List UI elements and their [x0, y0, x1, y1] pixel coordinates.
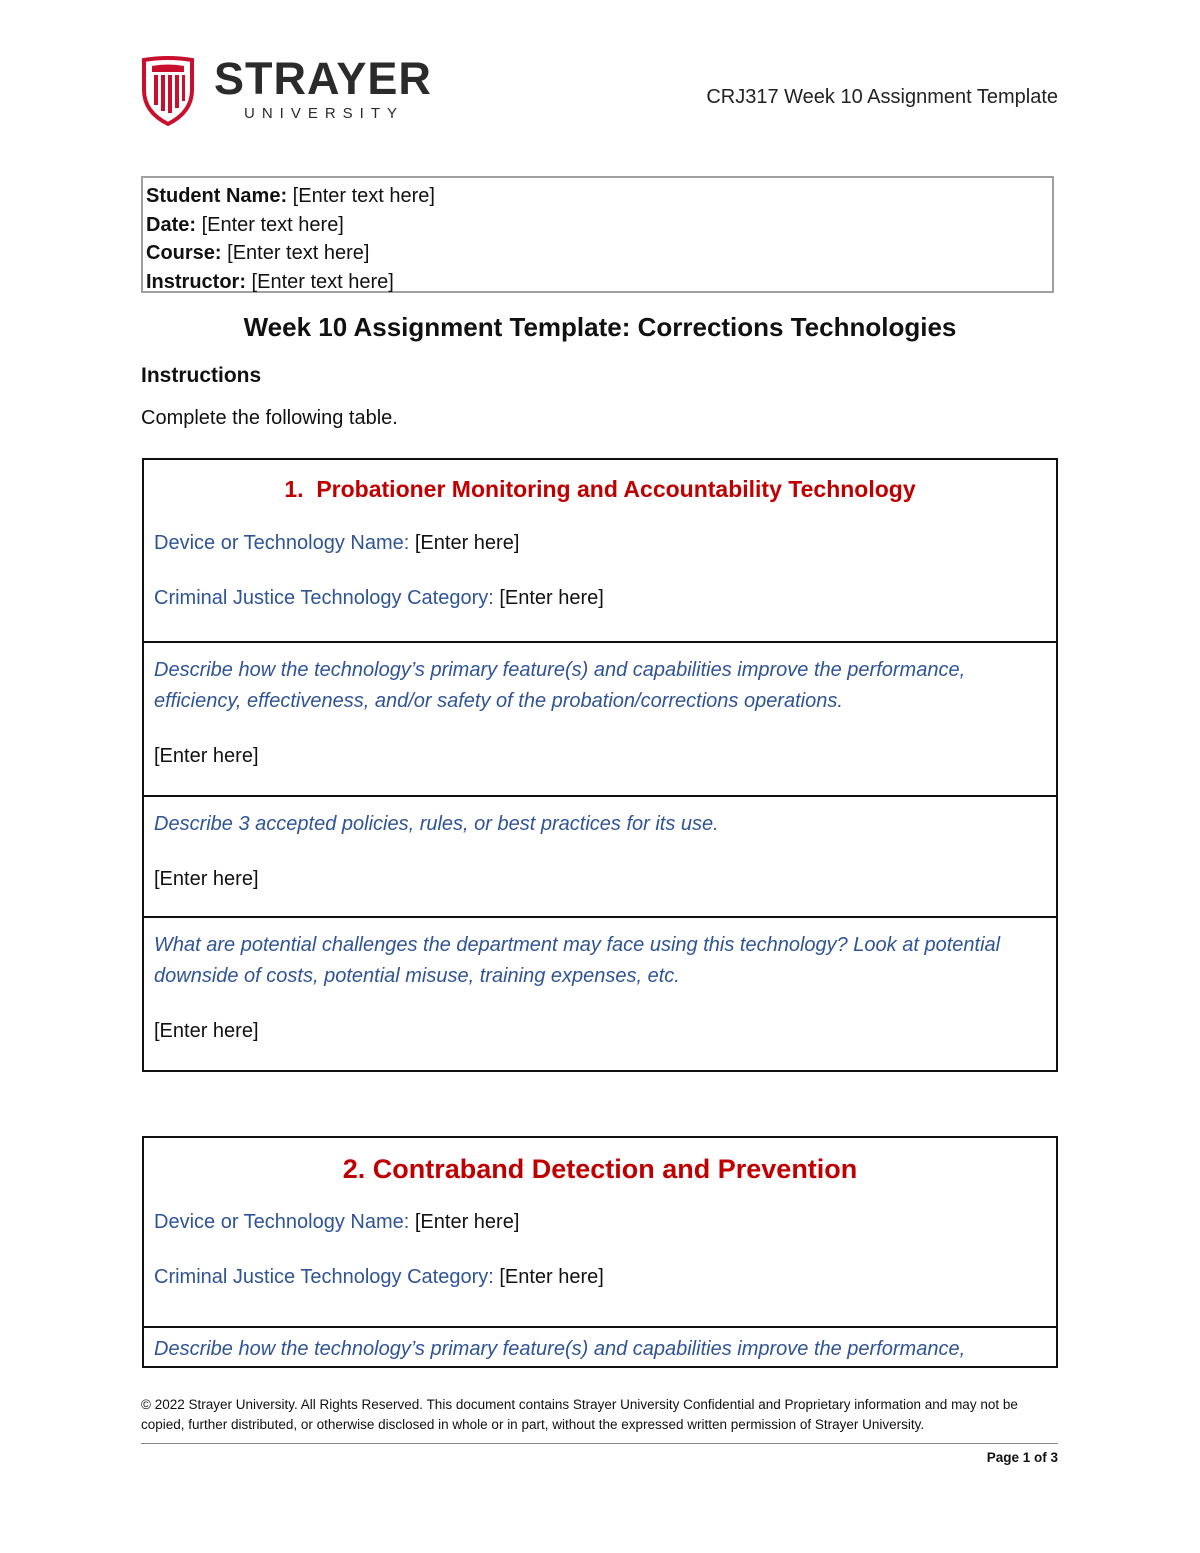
- section1-challenges-cell: [144, 918, 1056, 1070]
- section1-features-answer[interactable]: [Enter here]: [154, 745, 259, 767]
- student-name-label: Student Name:: [146, 185, 288, 207]
- section1-number: 1.: [284, 476, 304, 502]
- section2-number: 2.: [342, 1154, 366, 1184]
- section1-header-cell: [144, 460, 1056, 643]
- section2-header-cell: [144, 1138, 1056, 1328]
- logo-wordmark: STRAYER: [214, 53, 432, 104]
- section1-challenges-question: What are potential challenges the department may face using this technology? Look at potential downside of costs, potential misuse, training expenses, etc.: [154, 934, 1001, 987]
- section2-title: [154, 1154, 1046, 1185]
- section2-table: [142, 1136, 1058, 1368]
- document-header-label: CRJ317 Week 10 Assignment Template: [706, 86, 1058, 108]
- date-label: Date:: [146, 213, 197, 236]
- section2-category-label: Criminal Justice Technology Category:: [154, 1266, 494, 1288]
- section1-policies-answer[interactable]: [Enter here]: [154, 868, 259, 890]
- section2-device-row: [154, 1207, 1046, 1238]
- course-label: Course:: [146, 242, 222, 264]
- section2-features-cell: [144, 1328, 1056, 1365]
- section1-device-field[interactable]: [Enter here]: [409, 532, 520, 554]
- copyright-notice: © 2022 Strayer University. All Rights Reserved. This document contains Strayer University Confidential and Proprietary information and may not be copied, further distributed, or otherwise disclosed in whole or in part, without the expressed written permission of Strayer University.: [141, 1397, 1018, 1432]
- section2-features-question: Describe how the technology’s primary feature(s) and capabilities improve the performance,: [154, 1338, 966, 1360]
- section1-category-label: Criminal Justice Technology Category:: [154, 587, 494, 609]
- section1-category-field[interactable]: [Enter here]: [493, 587, 604, 609]
- section1-title-text: Probationer Monitoring and Accountability Technology: [316, 476, 916, 502]
- section1-table: [142, 458, 1058, 1072]
- section2-device-field[interactable]: [Enter here]: [409, 1211, 520, 1233]
- section1-challenges-answer[interactable]: [Enter here]: [154, 1020, 259, 1042]
- logo-subtitle: UNIVERSITY: [244, 105, 405, 122]
- section1-device-row: [154, 528, 1046, 559]
- section2-title-text: Contraband Detection and Prevention: [372, 1154, 858, 1184]
- section2-category-field[interactable]: [Enter here]: [493, 1266, 604, 1288]
- instructions-heading: Instructions: [141, 364, 262, 387]
- instructor-label: Instructor:: [146, 270, 246, 293]
- section1-policies-cell: [144, 797, 1056, 918]
- student-name-row: [146, 182, 1049, 211]
- section1-features-cell: [144, 643, 1056, 797]
- section1-title: [154, 476, 1046, 503]
- section1-device-label: Device or Technology Name:: [154, 532, 410, 554]
- footer-divider: [141, 1443, 1058, 1444]
- student-name-field[interactable]: [Enter text here]: [287, 185, 435, 207]
- section1-category-row: [154, 583, 1046, 614]
- shield-icon: [140, 56, 196, 126]
- date-row: [146, 211, 1049, 240]
- course-row: [146, 239, 1049, 268]
- section2-category-row: [154, 1262, 1046, 1293]
- date-field[interactable]: [Enter text here]: [196, 213, 344, 236]
- instructor-field[interactable]: [Enter text here]: [246, 270, 394, 293]
- page-title: Week 10 Assignment Template: Corrections Technologies: [243, 312, 957, 342]
- section2-device-label: Device or Technology Name:: [154, 1211, 410, 1233]
- instructor-row: [146, 268, 1049, 297]
- course-field[interactable]: [Enter text here]: [221, 242, 370, 264]
- instructions-text: Complete the following table.: [141, 407, 398, 429]
- strayer-logo: [140, 53, 450, 128]
- student-info-box: [141, 176, 1054, 293]
- section1-policies-question: Describe 3 accepted policies, rules, or best practices for its use.: [154, 813, 719, 835]
- section1-features-question: Describe how the technology’s primary feature(s) and capabilities improve the performance, efficiency, effectiveness, and/or safety of the probation/corrections operations.: [154, 659, 966, 712]
- page-number: Page 1 of 3: [986, 1450, 1058, 1465]
